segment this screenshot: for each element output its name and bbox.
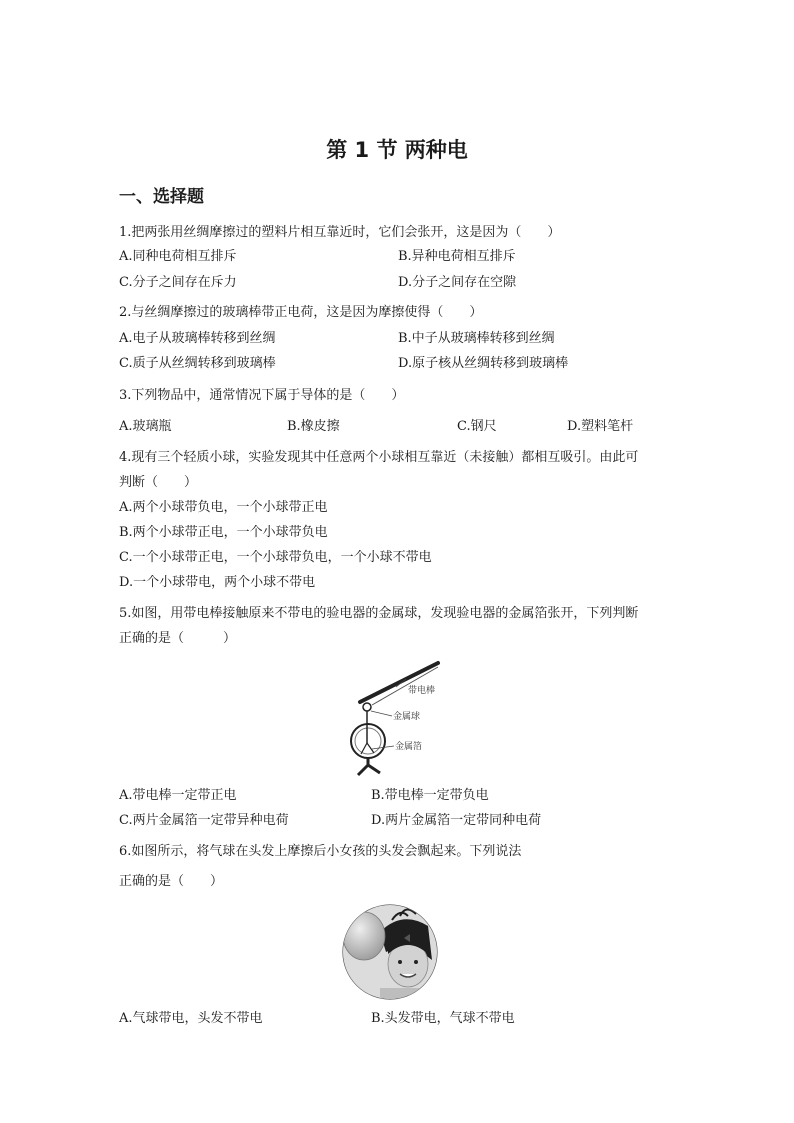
metal-leaf [361,743,367,754]
figure-label-metal-ball: 金属球 [393,712,421,722]
figure-label-metal-leaf: 金属箔 [395,742,423,752]
question-2-option-c[interactable]: C.质子从丝绸转移到玻璃棒 [119,356,276,371]
balloon-girl-photo [340,902,440,1002]
question-3-stem: 3.下列物品中，通常情况下属于导体的是（ ） [119,388,405,403]
question-5-stem-line-1: 5.如图，用带电棒接触原来不带电的验电器的金属球，发现验电器的金属箔张开，下列判断 [119,606,639,621]
balloon [343,912,385,960]
question-4-stem-line-2: 判断（ ） [119,475,198,490]
question-1-option-d[interactable]: D.分子之间存在空隙 [398,275,517,290]
question-5-option-c[interactable]: C.两片金属箔一定带异种电荷 [119,813,289,828]
page-title: 第 1 节 两种电 [326,138,468,162]
question-2-option-b[interactable]: B.中子从玻璃棒转移到丝绸 [398,331,555,346]
figure-label-charged-rod: 带电棒 [408,686,436,696]
question-5-option-a[interactable]: A.带电棒一定带正电 [119,788,237,803]
section-heading: 一、选择题 [119,187,204,207]
charged-rod [360,663,438,702]
question-3-option-a[interactable]: A.玻璃瓶 [119,419,172,434]
question-3-option-d[interactable]: D.塑料笔杆 [567,419,634,434]
question-2-stem: 2.与丝绸摩擦过的玻璃棒带正电荷，这是因为摩擦使得（ ） [119,305,483,320]
metal-leaf [367,743,374,753]
question-1-option-c[interactable]: C.分子之间存在斥力 [119,275,237,290]
question-3-option-c[interactable]: C.钢尺 [457,419,497,434]
question-5-option-b[interactable]: B.带电棒一定带负电 [371,788,489,803]
question-2-option-d[interactable]: D.原子核从丝绸转移到玻璃棒 [398,356,569,371]
question-6-option-a[interactable]: A.气球带电，头发不带电 [119,1011,263,1026]
question-1-option-a[interactable]: A.同种电荷相互排斥 [119,249,237,264]
question-4-stem-line-1: 4.现有三个轻质小球，实验发现其中任意两个小球相互靠近（未接触）都相互吸引。由此可 [119,450,639,465]
question-5-option-d[interactable]: D.两片金属箔一定带同种电荷 [371,813,542,828]
question-4-option-c[interactable]: C.一个小球带正电，一个小球带负电，一个小球不带电 [119,550,432,565]
electroscope-jar [351,724,385,758]
question-1-stem: 1.把两张用丝绸摩擦过的塑料片相互靠近时，它们会张开，这是因为（ ） [119,225,561,240]
electroscope-figure [350,655,450,780]
question-2-option-a[interactable]: A.电子从玻璃棒转移到丝绸 [119,331,276,346]
question-5-stem-line-2: 正确的是（ ） [119,631,237,646]
question-4-option-d[interactable]: D.一个小球带电，两个小球不带电 [119,575,316,590]
question-6-option-b[interactable]: B.头发带电，气球不带电 [371,1011,515,1026]
electroscope-stand [358,758,380,775]
question-4-option-b[interactable]: B.两个小球带正电，一个小球带负电 [119,525,328,540]
question-4-option-a[interactable]: A.两个小球带负电，一个小球带正电 [119,500,328,515]
metal-ball [363,703,371,711]
question-1-option-b[interactable]: B.异种电荷相互排斥 [398,249,516,264]
question-6-stem-line-1: 6.如图所示，将气球在头发上摩擦后小女孩的头发会飘起来。下列说法 [119,844,522,859]
question-3-option-b[interactable]: B.橡皮擦 [287,419,340,434]
question-6-stem-line-2: 正确的是（ ） [119,874,224,889]
